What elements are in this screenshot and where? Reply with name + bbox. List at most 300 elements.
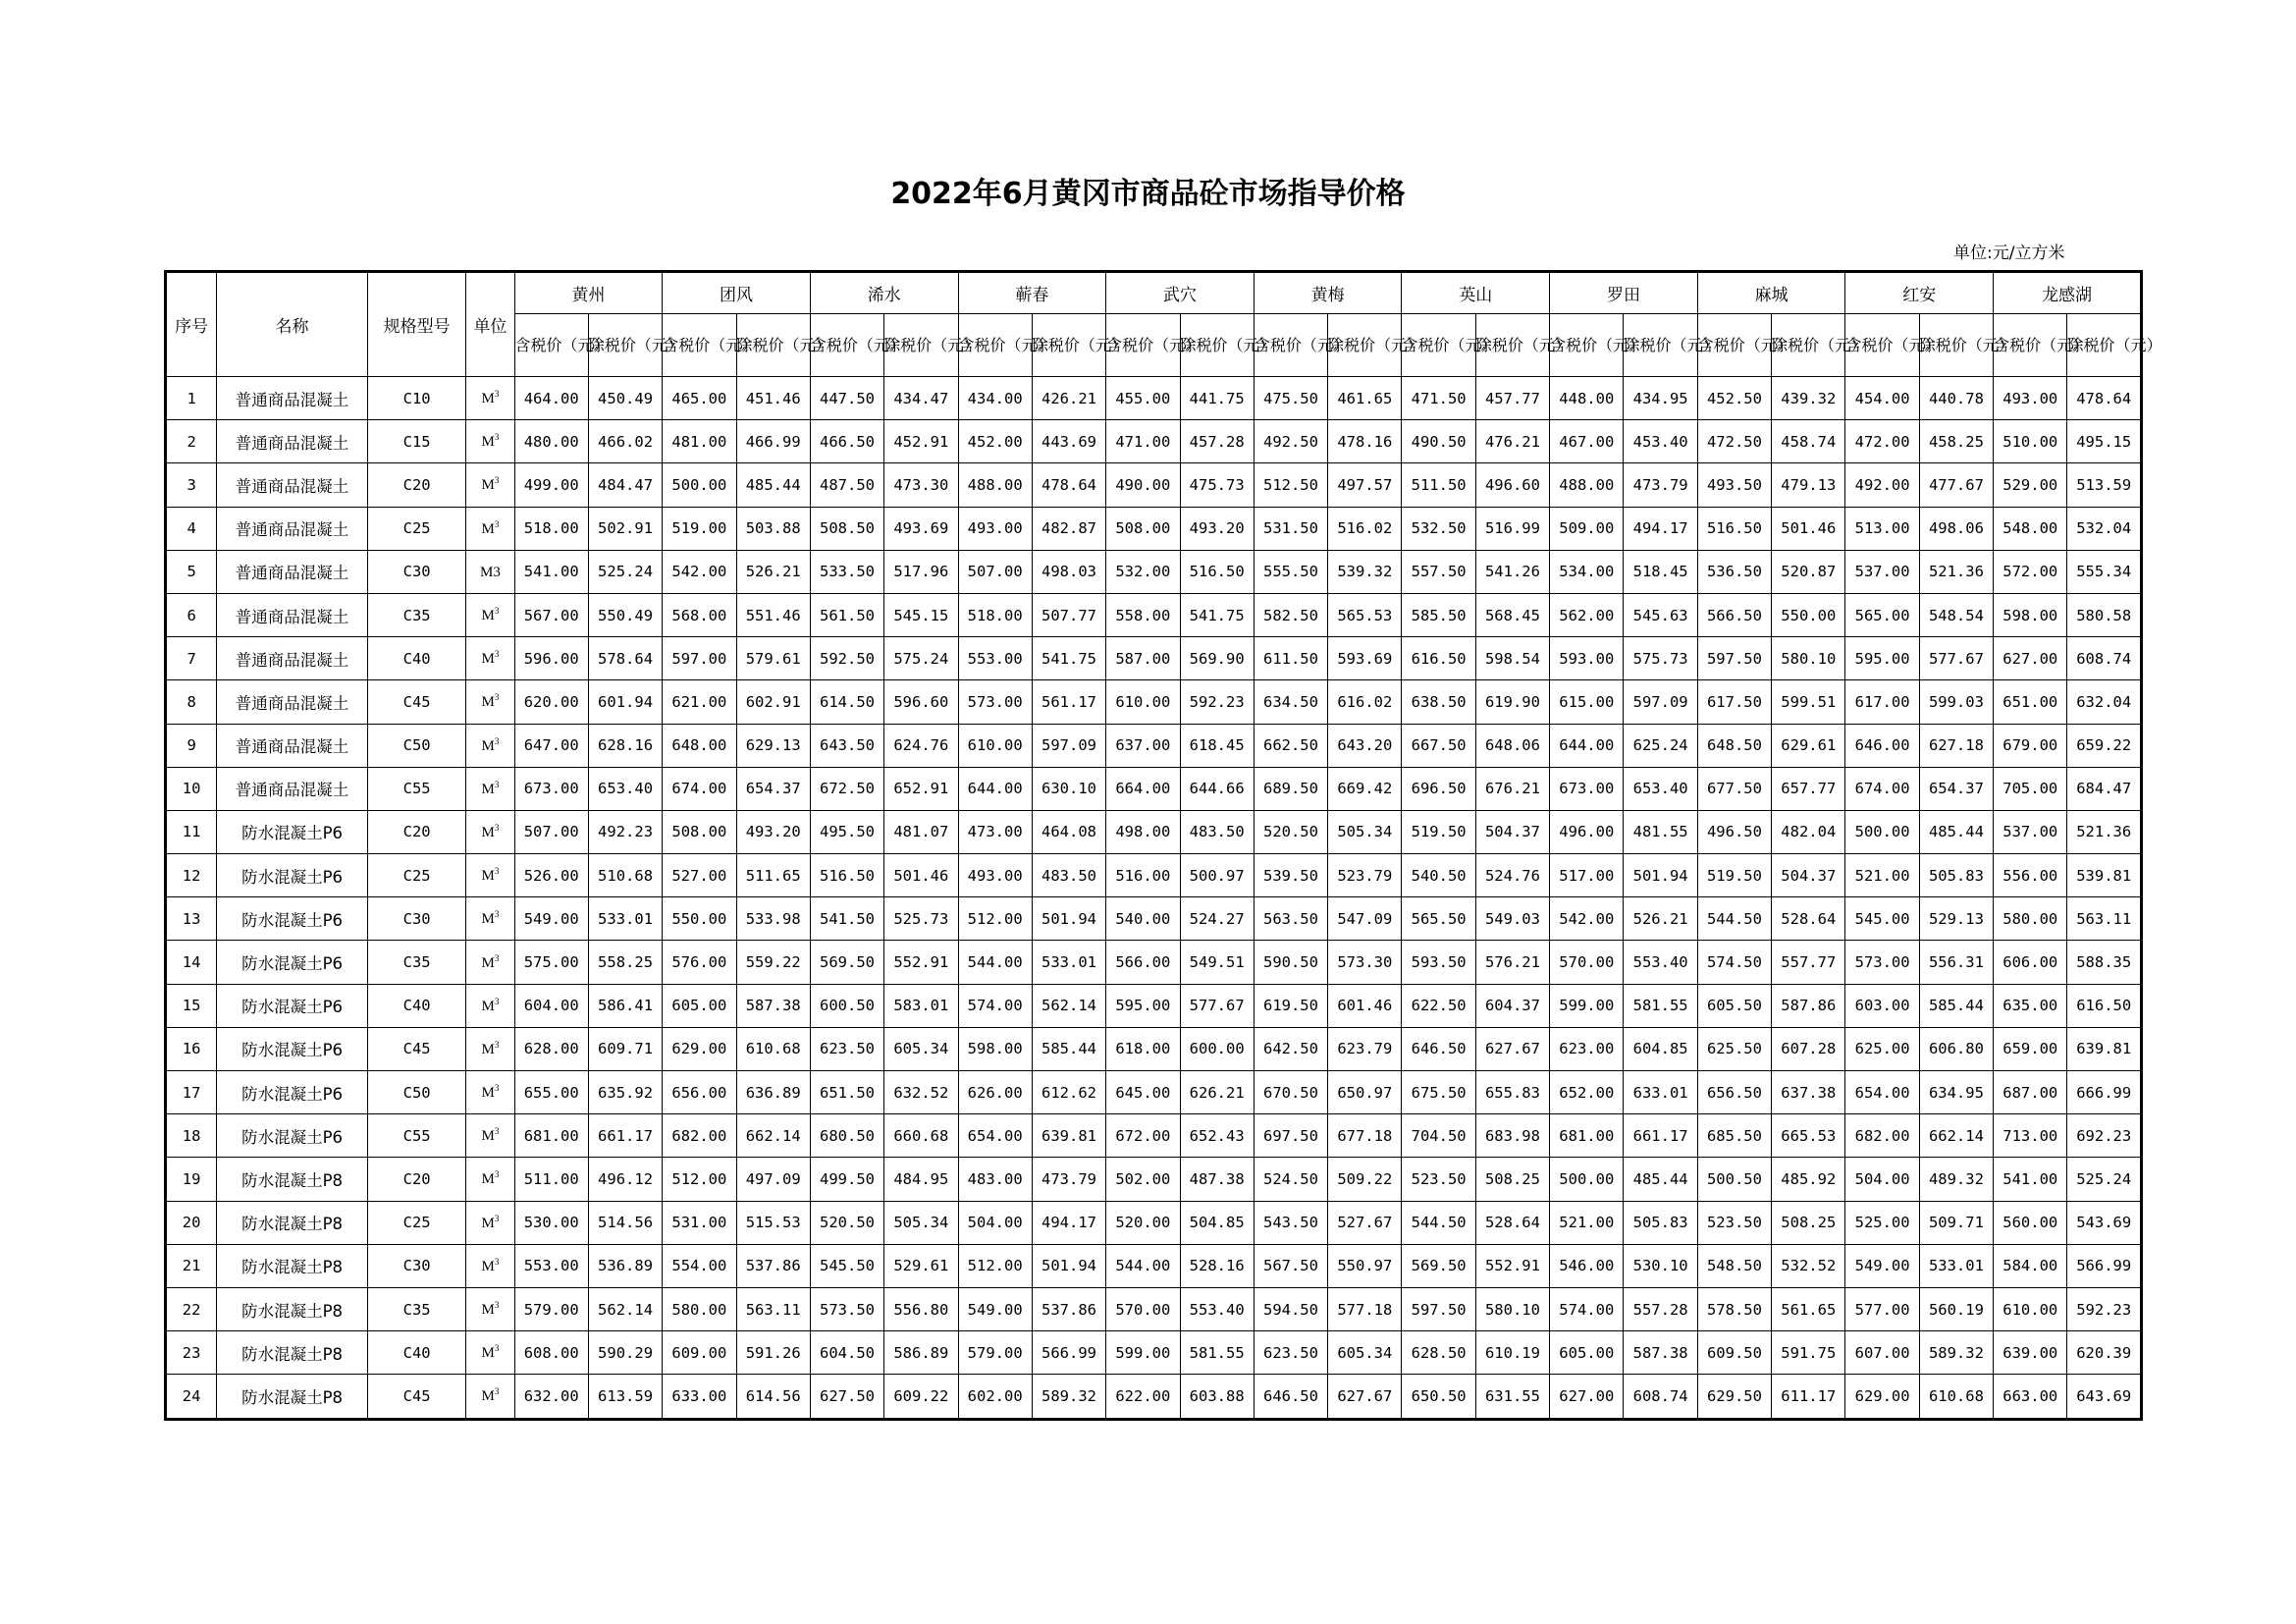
price-cell: 548.50 [1697, 1244, 1771, 1287]
row-spec: C25 [367, 507, 465, 550]
row-name: 防水混凝土P6 [217, 897, 368, 941]
price-cell: 704.50 [1402, 1114, 1475, 1158]
price-cell: 496.12 [588, 1158, 662, 1201]
price-cell: 573.30 [1328, 941, 1402, 984]
price-cell: 606.80 [1919, 1027, 1993, 1070]
price-cell: 542.00 [663, 550, 736, 593]
price-cell: 566.99 [1032, 1331, 1105, 1375]
price-cell: 545.63 [1624, 593, 1697, 636]
row-name: 防水混凝土P8 [217, 1201, 368, 1244]
price-cell: 528.64 [1475, 1201, 1549, 1244]
price-cell: 601.94 [588, 680, 662, 724]
price-cell: 620.00 [514, 680, 588, 724]
price-cell: 509.22 [1328, 1158, 1402, 1201]
unit-superscript: 3 [494, 649, 500, 660]
row-spec: C25 [367, 854, 465, 897]
row-index: 16 [166, 1027, 217, 1070]
price-cell: 590.50 [1254, 941, 1327, 984]
price-cell: 684.47 [2067, 767, 2142, 810]
price-cell: 541.26 [1475, 550, 1549, 593]
price-cell: 607.28 [1772, 1027, 1845, 1070]
price-cell: 577.00 [1845, 1287, 1919, 1330]
unit-base: M [481, 1345, 495, 1362]
price-cell: 705.00 [1994, 767, 2067, 810]
unit-base: M [481, 1215, 495, 1231]
table-row [166, 637, 2142, 680]
unit-base: M [481, 520, 495, 537]
header-tax-exclusive: 除税价（元） [736, 314, 810, 377]
price-cell: 536.89 [588, 1244, 662, 1287]
price-cell: 536.50 [1697, 550, 1771, 593]
header-region: 浠水 [810, 272, 958, 314]
price-cell: 504.00 [958, 1201, 1032, 1244]
unit-superscript: 3 [494, 1386, 500, 1397]
table-row [166, 941, 2142, 984]
price-cell: 602.00 [958, 1375, 1032, 1419]
price-cell: 597.09 [1624, 680, 1697, 724]
price-cell: 632.00 [514, 1375, 588, 1419]
price-cell: 461.65 [1328, 377, 1402, 420]
price-cell: 622.50 [1402, 984, 1475, 1027]
price-cell: 521.36 [1919, 550, 1993, 593]
price-cell: 605.00 [1550, 1331, 1624, 1375]
price-cell: 666.99 [2067, 1071, 2142, 1114]
table-row [166, 1375, 2142, 1419]
price-cell: 575.00 [514, 941, 588, 984]
row-unit [466, 984, 514, 1027]
row-unit [466, 897, 514, 941]
price-cell: 457.28 [1180, 420, 1254, 463]
price-cell: 567.50 [1254, 1244, 1327, 1287]
row-index: 14 [166, 941, 217, 984]
price-cell: 546.00 [1550, 1244, 1624, 1287]
row-unit [466, 507, 514, 550]
price-cell: 655.00 [514, 1071, 588, 1114]
price-cell: 634.95 [1919, 1071, 1993, 1114]
row-spec: C25 [367, 1201, 465, 1244]
header-region: 英山 [1402, 272, 1550, 314]
price-cell: 524.27 [1180, 897, 1254, 941]
price-cell: 656.00 [663, 1071, 736, 1114]
row-name: 防水混凝土P6 [217, 854, 368, 897]
price-cell: 585.50 [1402, 593, 1475, 636]
price-cell: 485.44 [1624, 1158, 1697, 1201]
price-cell: 696.50 [1402, 767, 1475, 810]
price-cell: 662.50 [1254, 724, 1327, 767]
row-name: 防水混凝土P8 [217, 1375, 368, 1419]
row-name: 防水混凝土P8 [217, 1287, 368, 1330]
price-cell: 677.50 [1697, 767, 1771, 810]
price-cell: 511.50 [1402, 463, 1475, 507]
price-cell: 471.50 [1402, 377, 1475, 420]
price-cell: 660.68 [884, 1114, 958, 1158]
price-cell: 566.50 [1697, 593, 1771, 636]
price-cell: 604.85 [1624, 1027, 1697, 1070]
row-unit [466, 680, 514, 724]
price-cell: 556.00 [1994, 854, 2067, 897]
price-cell: 520.00 [1106, 1201, 1180, 1244]
price-cell: 591.26 [736, 1331, 810, 1375]
header-tax-inclusive: 含税价（元） [663, 314, 736, 377]
price-cell: 482.87 [1032, 507, 1105, 550]
price-cell: 450.49 [588, 377, 662, 420]
row-spec: C30 [367, 897, 465, 941]
unit-superscript: 3 [494, 1169, 500, 1180]
price-cell: 567.00 [514, 593, 588, 636]
price-cell: 565.50 [1402, 897, 1475, 941]
row-name: 防水混凝土P6 [217, 1027, 368, 1070]
price-cell: 608.00 [514, 1331, 588, 1375]
price-cell: 541.00 [1994, 1158, 2067, 1201]
price-cell: 623.50 [810, 1027, 883, 1070]
header-unit: 单位 [466, 272, 514, 377]
price-cell: 471.00 [1106, 420, 1180, 463]
price-cell: 569.50 [810, 941, 883, 984]
price-cell: 568.00 [663, 593, 736, 636]
price-cell: 648.06 [1475, 724, 1549, 767]
price-cell: 569.50 [1402, 1244, 1475, 1287]
price-cell: 434.00 [958, 377, 1032, 420]
price-cell: 500.00 [1845, 810, 1919, 853]
price-cell: 689.50 [1254, 767, 1327, 810]
unit-superscript: 3 [494, 1039, 500, 1050]
row-name: 防水混凝土P6 [217, 1071, 368, 1114]
price-cell: 596.60 [884, 680, 958, 724]
row-index: 5 [166, 550, 217, 593]
price-cell: 635.92 [588, 1071, 662, 1114]
price-cell: 573.00 [1845, 941, 1919, 984]
table-row [166, 1071, 2142, 1114]
price-cell: 592.23 [2067, 1287, 2142, 1330]
unit-base: M [481, 954, 495, 971]
unit-base: M [481, 694, 495, 711]
price-cell: 592.50 [810, 637, 883, 680]
price-cell: 543.69 [2067, 1201, 2142, 1244]
row-index: 15 [166, 984, 217, 1027]
row-unit [466, 854, 514, 897]
price-cell: 553.00 [958, 637, 1032, 680]
price-cell: 527.00 [663, 854, 736, 897]
price-cell: 499.00 [514, 463, 588, 507]
price-cell: 478.64 [1032, 463, 1105, 507]
price-cell: 573.50 [810, 1287, 883, 1330]
unit-base: M [481, 1388, 495, 1405]
row-unit [466, 1027, 514, 1070]
row-unit [466, 637, 514, 680]
row-name: 防水混凝土P6 [217, 941, 368, 984]
price-cell: 555.50 [1254, 550, 1327, 593]
price-cell: 558.00 [1106, 593, 1180, 636]
price-cell: 507.00 [958, 550, 1032, 593]
price-cell: 563.11 [736, 1287, 810, 1330]
price-cell: 512.00 [663, 1158, 736, 1201]
price-cell: 637.38 [1772, 1071, 1845, 1114]
row-name: 普通商品混凝土 [217, 724, 368, 767]
price-cell: 447.50 [810, 377, 883, 420]
header-index: 序号 [166, 272, 217, 377]
unit-base: M [481, 737, 495, 754]
row-spec: C20 [367, 1158, 465, 1201]
price-cell: 488.00 [1550, 463, 1624, 507]
price-cell: 502.00 [1106, 1158, 1180, 1201]
header-tax-exclusive: 除税价（元） [1328, 314, 1402, 377]
price-cell: 610.68 [736, 1027, 810, 1070]
price-cell: 525.00 [1845, 1201, 1919, 1244]
price-cell: 512.50 [1254, 463, 1327, 507]
price-cell: 654.37 [1919, 767, 1993, 810]
price-cell: 618.00 [1106, 1027, 1180, 1070]
unit-superscript: 3 [494, 475, 500, 486]
price-cell: 697.50 [1254, 1114, 1327, 1158]
price-cell: 548.54 [1919, 593, 1993, 636]
price-cell: 601.46 [1328, 984, 1402, 1027]
price-cell: 604.50 [810, 1331, 883, 1375]
price-cell: 648.50 [1697, 724, 1771, 767]
price-cell: 540.00 [1106, 897, 1180, 941]
row-index: 13 [166, 897, 217, 941]
price-cell: 452.00 [958, 420, 1032, 463]
price-cell: 673.00 [1550, 767, 1624, 810]
unit-base: M [481, 998, 495, 1014]
price-cell: 610.00 [958, 724, 1032, 767]
price-table [164, 270, 2163, 1421]
price-cell: 669.42 [1328, 767, 1402, 810]
price-cell: 526.21 [1624, 897, 1697, 941]
price-cell: 521.00 [1845, 854, 1919, 897]
price-cell: 648.00 [663, 724, 736, 767]
unit-base: M [481, 1128, 495, 1145]
price-cell: 532.04 [2067, 507, 2142, 550]
row-spec: C20 [367, 810, 465, 853]
price-cell: 628.00 [514, 1027, 588, 1070]
price-cell: 646.50 [1254, 1375, 1327, 1419]
price-cell: 525.24 [2067, 1158, 2142, 1201]
header-region: 黄州 [514, 272, 663, 314]
price-cell: 530.00 [514, 1201, 588, 1244]
price-cell: 590.29 [588, 1331, 662, 1375]
price-cell: 628.50 [1402, 1331, 1475, 1375]
row-name: 防水混凝土P6 [217, 1114, 368, 1158]
price-cell: 515.53 [736, 1201, 810, 1244]
price-cell: 597.00 [663, 637, 736, 680]
price-cell: 580.10 [1475, 1287, 1549, 1330]
price-cell: 643.69 [2067, 1375, 2142, 1419]
price-cell: 490.50 [1402, 420, 1475, 463]
price-cell: 569.90 [1180, 637, 1254, 680]
price-cell: 587.38 [1624, 1331, 1697, 1375]
price-cell: 550.97 [1328, 1244, 1402, 1287]
price-cell: 504.85 [1180, 1201, 1254, 1244]
price-cell: 507.77 [1032, 593, 1105, 636]
price-cell: 517.96 [884, 550, 958, 593]
price-cell: 553.00 [514, 1244, 588, 1287]
price-cell: 472.50 [1697, 420, 1771, 463]
row-spec: C20 [367, 463, 465, 507]
row-spec: C55 [367, 1114, 465, 1158]
table-row [166, 767, 2142, 810]
price-cell: 616.50 [1402, 637, 1475, 680]
price-cell: 598.00 [1994, 593, 2067, 636]
price-cell: 477.67 [1919, 463, 1993, 507]
price-cell: 553.40 [1624, 941, 1697, 984]
price-cell: 552.91 [884, 941, 958, 984]
row-index: 21 [166, 1244, 217, 1287]
price-cell: 573.00 [958, 680, 1032, 724]
price-cell: 631.55 [1475, 1375, 1549, 1419]
price-cell: 630.10 [1032, 767, 1105, 810]
price-cell: 634.50 [1254, 680, 1327, 724]
price-cell: 582.50 [1254, 593, 1327, 636]
price-cell: 559.22 [736, 941, 810, 984]
price-cell: 692.23 [2067, 1114, 2142, 1158]
price-cell: 605.34 [1328, 1331, 1402, 1375]
price-cell: 493.20 [1180, 507, 1254, 550]
price-cell: 483.50 [1032, 854, 1105, 897]
row-index: 6 [166, 593, 217, 636]
price-cell: 629.61 [1772, 724, 1845, 767]
header-tax-exclusive: 除税价（元） [1772, 314, 1845, 377]
row-spec: C50 [367, 724, 465, 767]
price-cell: 662.14 [1919, 1114, 1993, 1158]
price-cell: 517.00 [1550, 854, 1624, 897]
price-cell: 497.09 [736, 1158, 810, 1201]
price-cell: 592.23 [1180, 680, 1254, 724]
price-cell: 627.67 [1475, 1027, 1549, 1070]
price-cell: 664.00 [1106, 767, 1180, 810]
header-tax-inclusive: 含税价（元） [1550, 314, 1624, 377]
price-cell: 480.00 [514, 420, 588, 463]
price-cell: 598.00 [958, 1027, 1032, 1070]
row-index: 22 [166, 1287, 217, 1330]
header-region: 龙感湖 [1994, 272, 2142, 314]
price-cell: 505.83 [1919, 854, 1993, 897]
unit-superscript: 3 [494, 606, 500, 617]
price-cell: 595.00 [1845, 637, 1919, 680]
price-cell: 509.71 [1919, 1201, 1993, 1244]
price-cell: 493.00 [1994, 377, 2067, 420]
row-name: 防水混凝土P8 [217, 1158, 368, 1201]
price-cell: 612.62 [1032, 1071, 1105, 1114]
price-cell: 625.50 [1697, 1027, 1771, 1070]
price-cell: 521.36 [2067, 810, 2142, 853]
price-cell: 562.14 [1032, 984, 1105, 1027]
price-cell: 659.22 [2067, 724, 2142, 767]
price-cell: 578.64 [588, 637, 662, 680]
price-cell: 574.00 [958, 984, 1032, 1027]
price-cell: 623.00 [1550, 1027, 1624, 1070]
price-cell: 473.30 [884, 463, 958, 507]
price-cell: 489.32 [1919, 1158, 1993, 1201]
header-tax-exclusive: 除税价（元） [884, 314, 958, 377]
price-cell: 600.50 [810, 984, 883, 1027]
price-cell: 520.50 [1254, 810, 1327, 853]
price-cell: 581.55 [1624, 984, 1697, 1027]
price-cell: 532.50 [1402, 507, 1475, 550]
table-row [166, 1027, 2142, 1070]
price-cell: 560.00 [1994, 1201, 2067, 1244]
price-cell: 659.00 [1994, 1027, 2067, 1070]
price-cell: 500.50 [1697, 1158, 1771, 1201]
price-cell: 608.74 [2067, 637, 2142, 680]
header-region: 罗田 [1550, 272, 1698, 314]
price-cell: 570.00 [1106, 1287, 1180, 1330]
price-cell: 597.50 [1402, 1287, 1475, 1330]
price-cell: 610.19 [1475, 1331, 1549, 1375]
price-cell: 473.79 [1032, 1158, 1105, 1201]
price-cell: 482.04 [1772, 810, 1845, 853]
table-row [166, 550, 2142, 593]
price-cell: 574.00 [1550, 1287, 1624, 1330]
row-unit [466, 1331, 514, 1375]
row-index: 7 [166, 637, 217, 680]
price-cell: 498.06 [1919, 507, 1993, 550]
price-cell: 484.47 [588, 463, 662, 507]
price-cell: 613.59 [588, 1375, 662, 1419]
price-cell: 464.08 [1032, 810, 1105, 853]
unit-superscript: 3 [494, 779, 500, 789]
price-cell: 619.90 [1475, 680, 1549, 724]
price-cell: 586.89 [884, 1331, 958, 1375]
table-row [166, 593, 2142, 636]
price-cell: 533.01 [588, 897, 662, 941]
price-cell: 599.00 [1106, 1331, 1180, 1375]
price-cell: 496.60 [1475, 463, 1549, 507]
price-cell: 516.50 [810, 854, 883, 897]
price-cell: 537.00 [1845, 550, 1919, 593]
price-cell: 557.28 [1624, 1287, 1697, 1330]
row-unit [466, 1201, 514, 1244]
price-cell: 507.00 [514, 810, 588, 853]
price-cell: 627.50 [810, 1375, 883, 1419]
price-cell: 628.16 [588, 724, 662, 767]
table-row [166, 810, 2142, 853]
price-cell: 523.50 [1402, 1158, 1475, 1201]
row-spec: C35 [367, 1287, 465, 1330]
price-cell: 562.14 [588, 1287, 662, 1330]
price-cell: 455.00 [1106, 377, 1180, 420]
price-cell: 493.69 [884, 507, 958, 550]
row-index: 20 [166, 1201, 217, 1244]
price-cell: 516.02 [1328, 507, 1402, 550]
price-cell: 476.21 [1475, 420, 1549, 463]
price-cell: 609.50 [1697, 1331, 1771, 1375]
price-cell: 554.00 [663, 1244, 736, 1287]
price-cell: 501.46 [1772, 507, 1845, 550]
price-cell: 676.21 [1475, 767, 1549, 810]
price-cell: 674.00 [1845, 767, 1919, 810]
price-cell: 594.50 [1254, 1287, 1327, 1330]
price-cell: 677.18 [1328, 1114, 1402, 1158]
price-cell: 609.71 [588, 1027, 662, 1070]
price-cell: 550.49 [588, 593, 662, 636]
price-cell: 534.00 [1550, 550, 1624, 593]
price-cell: 537.00 [1994, 810, 2067, 853]
price-cell: 605.50 [1697, 984, 1771, 1027]
price-cell: 586.41 [588, 984, 662, 1027]
price-cell: 625.24 [1624, 724, 1697, 767]
price-cell: 632.52 [884, 1071, 958, 1114]
price-cell: 516.99 [1475, 507, 1549, 550]
price-cell: 652.91 [884, 767, 958, 810]
price-cell: 653.40 [1624, 767, 1697, 810]
price-cell: 516.00 [1106, 854, 1180, 897]
price-cell: 544.00 [958, 941, 1032, 984]
unit-superscript: 3 [494, 822, 500, 833]
price-cell: 632.04 [2067, 680, 2142, 724]
row-name: 防水混凝土P6 [217, 984, 368, 1027]
price-cell: 665.53 [1772, 1114, 1845, 1158]
price-cell: 629.50 [1697, 1375, 1771, 1419]
